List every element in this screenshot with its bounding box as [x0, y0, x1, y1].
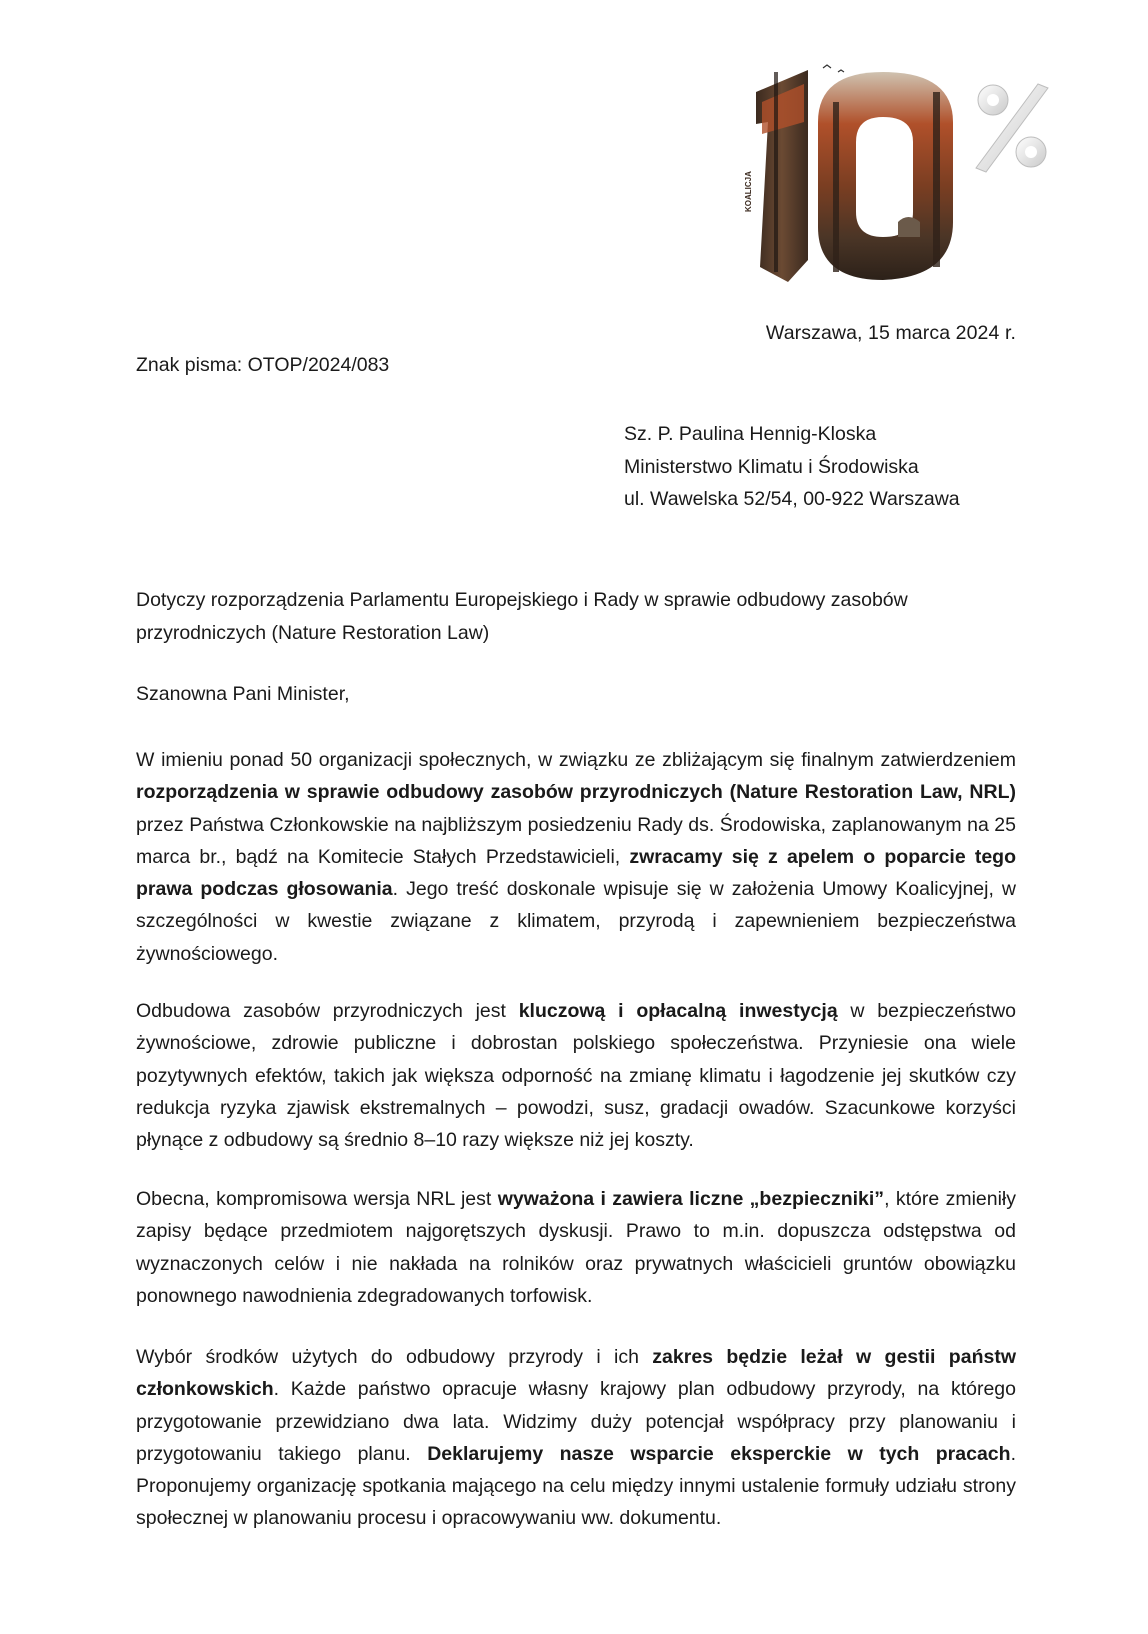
p1-text-c: przez Państwa Członkowskie na najbliższym posiedzeniu Rady ds. Środowiska, zaplanowanym na 25 marca br., bądź na Komitecie Stałych Przedstawicieli, — [136, 813, 1016, 868]
p4-bold-b: zakres będzie leżał w gestii państw członkowskich — [136, 1346, 1016, 1401]
percent-icon — [976, 84, 1048, 172]
reference-number: Znak pisma: OTOP/2024/083 — [136, 354, 390, 376]
p2-text-a: Odbudowa zasobów przyrodniczych jest — [136, 1000, 519, 1022]
salutation: Szanowna Pani Minister, — [136, 683, 350, 705]
p4-bold-d: Deklarujemy nasze wsparcie eksperckie w tych pracach — [427, 1442, 1011, 1465]
p2-text-c: w bezpieczeństwo żywnościowe, zdrowie publiczne i dobrostan polskiego społeczeństwa. Przyniesie ona wiele pozytywnych efektów, takich jak większa odporność na zmianę klimatu i łagodzenie jej skutków czy redukcja ryzyka zjawisk ekstremalnych – powodzi, susz, gradacji owadów. Szacunkowe korzyści płynące z odbudowy są średnio 8–10 razy większe niż jej koszty. — [136, 1000, 1017, 1152]
body-paragraph-3 — [136, 1183, 1016, 1312]
body-paragraph-4 — [136, 1341, 1016, 1535]
body-paragraph-2 — [136, 995, 1016, 1156]
body-paragraph-1 — [136, 744, 1016, 970]
recipient-name: Sz. P. Paulina Hennig-Kloska — [624, 423, 877, 445]
recipient-ministry: Ministerstwo Klimatu i Środowiska — [624, 455, 919, 478]
p4-text-c: . Każde państwo opracuje własny krajowy plan odbudowy przyrody, na którego przygotowanie przewidziano dwa lata. Widzimy duży potencjał współpracy przy planowaniu i przygotowaniu takiego planu. — [136, 1378, 1016, 1465]
p1-text-e: . Jego treść doskonale wpisuje się w założenia Umowy Koalicyjnej, w szczególności w kwestie związane z klimatem, przyrodą i zapewnieniem bezpieczeństwa żywnościowego. — [136, 878, 1016, 965]
logo-vertical-text: KOALICJA — [744, 171, 753, 212]
recipient-address — [624, 418, 960, 516]
p4-text-a: Wybór środków użytych do odbudowy przyrody i ich — [136, 1346, 653, 1368]
p1-text-a: W imieniu ponad 50 organizacji społecznych, w związku ze zbliżającym się finalnym zatwierdzeniem — [136, 749, 1016, 771]
p1-bold-d: zwracamy się z apelem o poparcie tego prawa podczas głosowania — [136, 845, 1016, 901]
p4-text-e: . Proponujemy organizację spotkania mającego na celu między innymi ustalenie formuły udziału strony społecznej w planowaniu procesu i opracowywaniu ww. dokumentu. — [136, 1442, 1016, 1530]
letter-date: Warszawa, 15 marca 2024 r. — [765, 322, 1016, 344]
p3-text-c: , które zmieniły zapisy będące przedmiotem najgorętszych dyskusji. Prawo to m.in. dopuszcza odstępstwa od wyznaczonych celów i nie nakłada na rolników oraz prywatnych właścicieli gruntów obowiązku ponownego nawodnienia zdegradowanych torfowisk. — [136, 1188, 1017, 1307]
recipient-street: ul. Wawelska 52/54, 00-922 Warszawa — [624, 488, 960, 510]
koalicja-10-percent-logo — [744, 62, 1093, 287]
p2-bold-b: kluczową i opłacalną inwestycją — [518, 1000, 838, 1022]
letter-subject: Dotyczy rozporządzenia Parlamentu Europejskiego i Rady w sprawie odbudowy zasobów przyrodniczych (Nature Restoration Law) — [136, 589, 908, 644]
p1-bold-b: rozporządzenia w sprawie odbudowy zasobów przyrodniczych (Nature Restoration Law, NRL) — [136, 781, 1016, 804]
p3-text-a: Obecna, kompromisowa wersja NRL jest — [136, 1188, 498, 1210]
p3-bold-b: wyważona i zawiera liczne „bezpieczniki” — [497, 1188, 885, 1210]
logo-graphic — [744, 62, 1093, 287]
